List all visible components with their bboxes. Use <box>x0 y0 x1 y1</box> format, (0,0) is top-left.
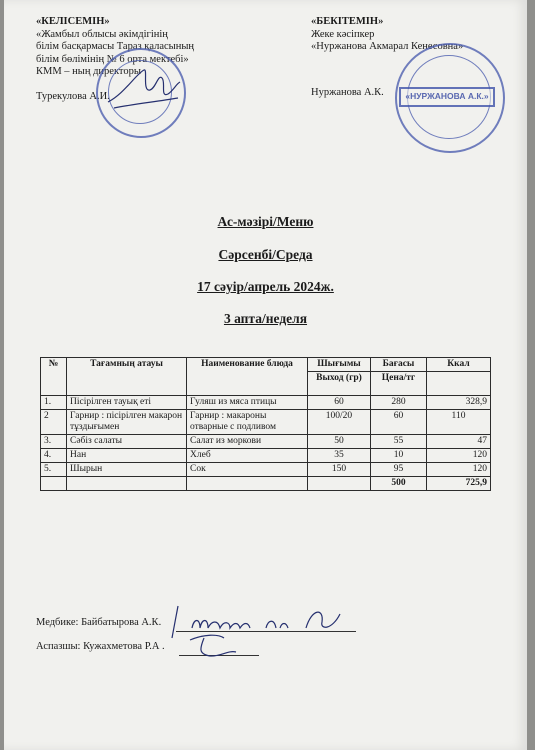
row-yield: 100/20 <box>308 410 371 435</box>
row-yield: 60 <box>308 396 371 410</box>
left-approval-line: «Жамбыл облысы әкімдігінің <box>36 28 168 40</box>
menu-weekday: Сәрсенбі/Среда <box>218 247 313 262</box>
header-price-ru: Цена/тг <box>371 372 427 396</box>
table-row <box>41 435 491 449</box>
row-name-ru: Сок <box>187 463 308 477</box>
right-stamp-center-label: «НУРЖАНОВА А.К.» <box>399 87 495 107</box>
row-num: 1. <box>41 396 67 410</box>
header-kcal: Ккал <box>427 358 491 372</box>
header-yield-kz: Шығымы <box>308 358 371 372</box>
row-kcal: 47 <box>427 435 491 449</box>
right-approval-line: Жеке кәсіпкер <box>311 28 375 40</box>
row-num: 4. <box>41 449 67 463</box>
row-name-kz: Нан <box>67 449 187 463</box>
header-num: № <box>41 358 67 396</box>
row-price: 55 <box>371 435 427 449</box>
row-price: 280 <box>371 396 427 410</box>
table-row <box>41 410 491 435</box>
row-name-ru: Салат из моркови <box>187 435 308 449</box>
row-kcal: 120 <box>427 449 491 463</box>
header-yield-ru: Выход (гр) <box>308 372 371 396</box>
row-num: 5. <box>41 463 67 477</box>
total-price: 500 <box>371 477 427 491</box>
menu-date: 17 сәуір/апрель 2024ж. <box>197 279 334 294</box>
header-kcal-empty <box>427 372 491 396</box>
table-row <box>41 463 491 477</box>
left-approval-line: білім бөлімінің № 6 орта мектебі» <box>36 53 189 65</box>
row-price: 95 <box>371 463 427 477</box>
right-approval-title: «БЕКІТЕМІН» <box>311 16 384 27</box>
menu-title: Ас-мәзірі/Меню <box>217 214 314 229</box>
cook-signature-line <box>36 641 165 652</box>
table-header-row <box>41 358 491 372</box>
right-approval-line: «Нуржанова Акмарал Кенесовна» <box>311 41 464 52</box>
cook-signature <box>184 630 254 660</box>
row-name-kz: Шырын <box>67 463 187 477</box>
row-yield: 50 <box>308 435 371 449</box>
row-kcal: 110 <box>427 410 491 435</box>
row-name-ru: Гуляш из мяса птицы <box>187 396 308 410</box>
right-signer-block <box>311 87 384 100</box>
row-yield: 150 <box>308 463 371 477</box>
left-approval-line: КММ – ның директоры <box>36 66 141 77</box>
medic-label: Медбике: Байбатырова А.К. <box>36 617 162 628</box>
row-name-kz: Пісірілген тауық еті <box>67 396 187 410</box>
table-row <box>41 396 491 410</box>
left-signer-name: Турекулова А.И. <box>36 90 110 102</box>
header-name-ru: Наименование блюда <box>187 358 308 396</box>
menu-table <box>40 357 491 491</box>
row-num: 3. <box>41 435 67 449</box>
total-kcal: 725,9 <box>427 477 491 491</box>
row-name-kz: Сәбіз салаты <box>67 435 187 449</box>
row-price: 60 <box>371 410 427 435</box>
header-price-kz: Бағасы <box>371 358 427 372</box>
table-row <box>41 449 491 463</box>
left-signature <box>104 64 184 112</box>
row-name-ru: Хлеб <box>187 449 308 463</box>
table-total-row <box>41 477 491 491</box>
cook-label: Аспазшы: Кужахметова Р.А . <box>36 641 165 652</box>
header-name-kz: Тағамның атауы <box>67 358 187 396</box>
row-yield: 35 <box>308 449 371 463</box>
row-name-ru: Гарнир : макароны отварные с подливом <box>187 410 308 435</box>
row-num: 2 <box>41 410 67 435</box>
left-approval-line: білім басқармасы Тараз қаласының <box>36 41 195 52</box>
document-sheet <box>4 0 527 750</box>
row-kcal: 120 <box>427 463 491 477</box>
right-signer-name: Нуржанова А.К. <box>311 87 384 98</box>
row-kcal: 328,9 <box>427 396 491 410</box>
left-approval-title: «КЕЛІСЕМІН» <box>36 16 110 27</box>
medic-signature-line <box>36 617 161 628</box>
menu-week: 3 апта/неделя <box>223 311 308 326</box>
row-name-kz: Гарнир : пісірілген макарон тұздығымен <box>67 410 187 435</box>
row-price: 10 <box>371 449 427 463</box>
